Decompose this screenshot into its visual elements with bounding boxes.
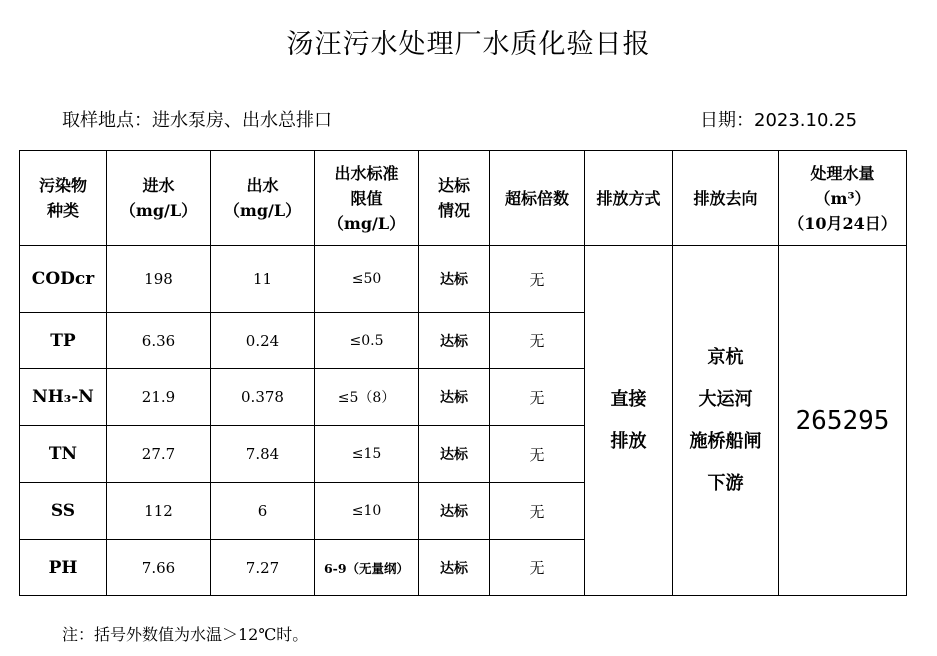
standard-cell: ≤10	[315, 483, 419, 540]
influent-cell: 27.7	[107, 426, 211, 483]
status-cell: 达标	[419, 426, 490, 483]
header-status: 达标 情况	[419, 151, 490, 246]
effluent-cell: 11	[211, 246, 315, 313]
status-cell: 达标	[419, 313, 490, 369]
effluent-cell: 0.24	[211, 313, 315, 369]
influent-cell: 7.66	[107, 540, 211, 596]
discharge-method-cell: 直接 排放	[585, 246, 673, 596]
pollutant-cell: TP	[20, 313, 107, 369]
exceed-cell: 无	[490, 540, 585, 596]
status-cell: 达标	[419, 369, 490, 426]
table-row	[20, 246, 907, 313]
effluent-cell: 0.378	[211, 369, 315, 426]
header-effluent: 出水 （mg/L）	[211, 151, 315, 246]
effluent-cell: 6	[211, 483, 315, 540]
pollutant-cell: NH₃-N	[20, 369, 107, 426]
pollutant-cell: SS	[20, 483, 107, 540]
status-cell: 达标	[419, 483, 490, 540]
influent-cell: 21.9	[107, 369, 211, 426]
status-cell: 达标	[419, 540, 490, 596]
discharge-destination-cell: 京杭 大运河 施桥船闸 下游	[673, 246, 779, 596]
header-standard: 出水标准 限值 （mg/L）	[315, 151, 419, 246]
standard-cell: ≤50	[315, 246, 419, 313]
effluent-cell: 7.27	[211, 540, 315, 596]
influent-cell: 198	[107, 246, 211, 313]
pollutant-cell: PH	[20, 540, 107, 596]
standard-cell: ≤5（8）	[315, 369, 419, 426]
influent-cell: 6.36	[107, 313, 211, 369]
exceed-cell: 无	[490, 483, 585, 540]
exceed-cell: 无	[490, 426, 585, 483]
header-row	[20, 151, 907, 246]
effluent-cell: 7.84	[211, 426, 315, 483]
header-destination: 排放去向	[673, 151, 779, 246]
treated-volume-cell: 265295	[779, 246, 907, 596]
influent-cell: 112	[107, 483, 211, 540]
standard-cell: 6-9（无量纲）	[315, 540, 419, 596]
header-exceed: 超标倍数	[490, 151, 585, 246]
exceed-cell: 无	[490, 246, 585, 313]
header-pollutant: 污染物 种类	[20, 151, 107, 246]
sampling-location: 取样地点：进水泵房、出水总排口	[62, 110, 332, 131]
exceed-cell: 无	[490, 369, 585, 426]
header-method: 排放方式	[585, 151, 673, 246]
status-cell: 达标	[419, 246, 490, 313]
water-quality-table	[19, 150, 907, 596]
report-title: 汤汪污水处理厂水质化验日报	[286, 29, 651, 60]
exceed-cell: 无	[490, 313, 585, 369]
standard-cell: ≤0.5	[315, 313, 419, 369]
report-date: 日期：2023.10.25	[700, 110, 858, 131]
header-volume: 处理水量 （m³） （10月24日）	[779, 151, 907, 246]
pollutant-cell: CODcr	[20, 246, 107, 313]
standard-cell: ≤15	[315, 426, 419, 483]
footnote: 注：括号外数值为水温＞12℃时。	[62, 625, 309, 644]
header-influent: 进水 （mg/L）	[107, 151, 211, 246]
pollutant-cell: TN	[20, 426, 107, 483]
